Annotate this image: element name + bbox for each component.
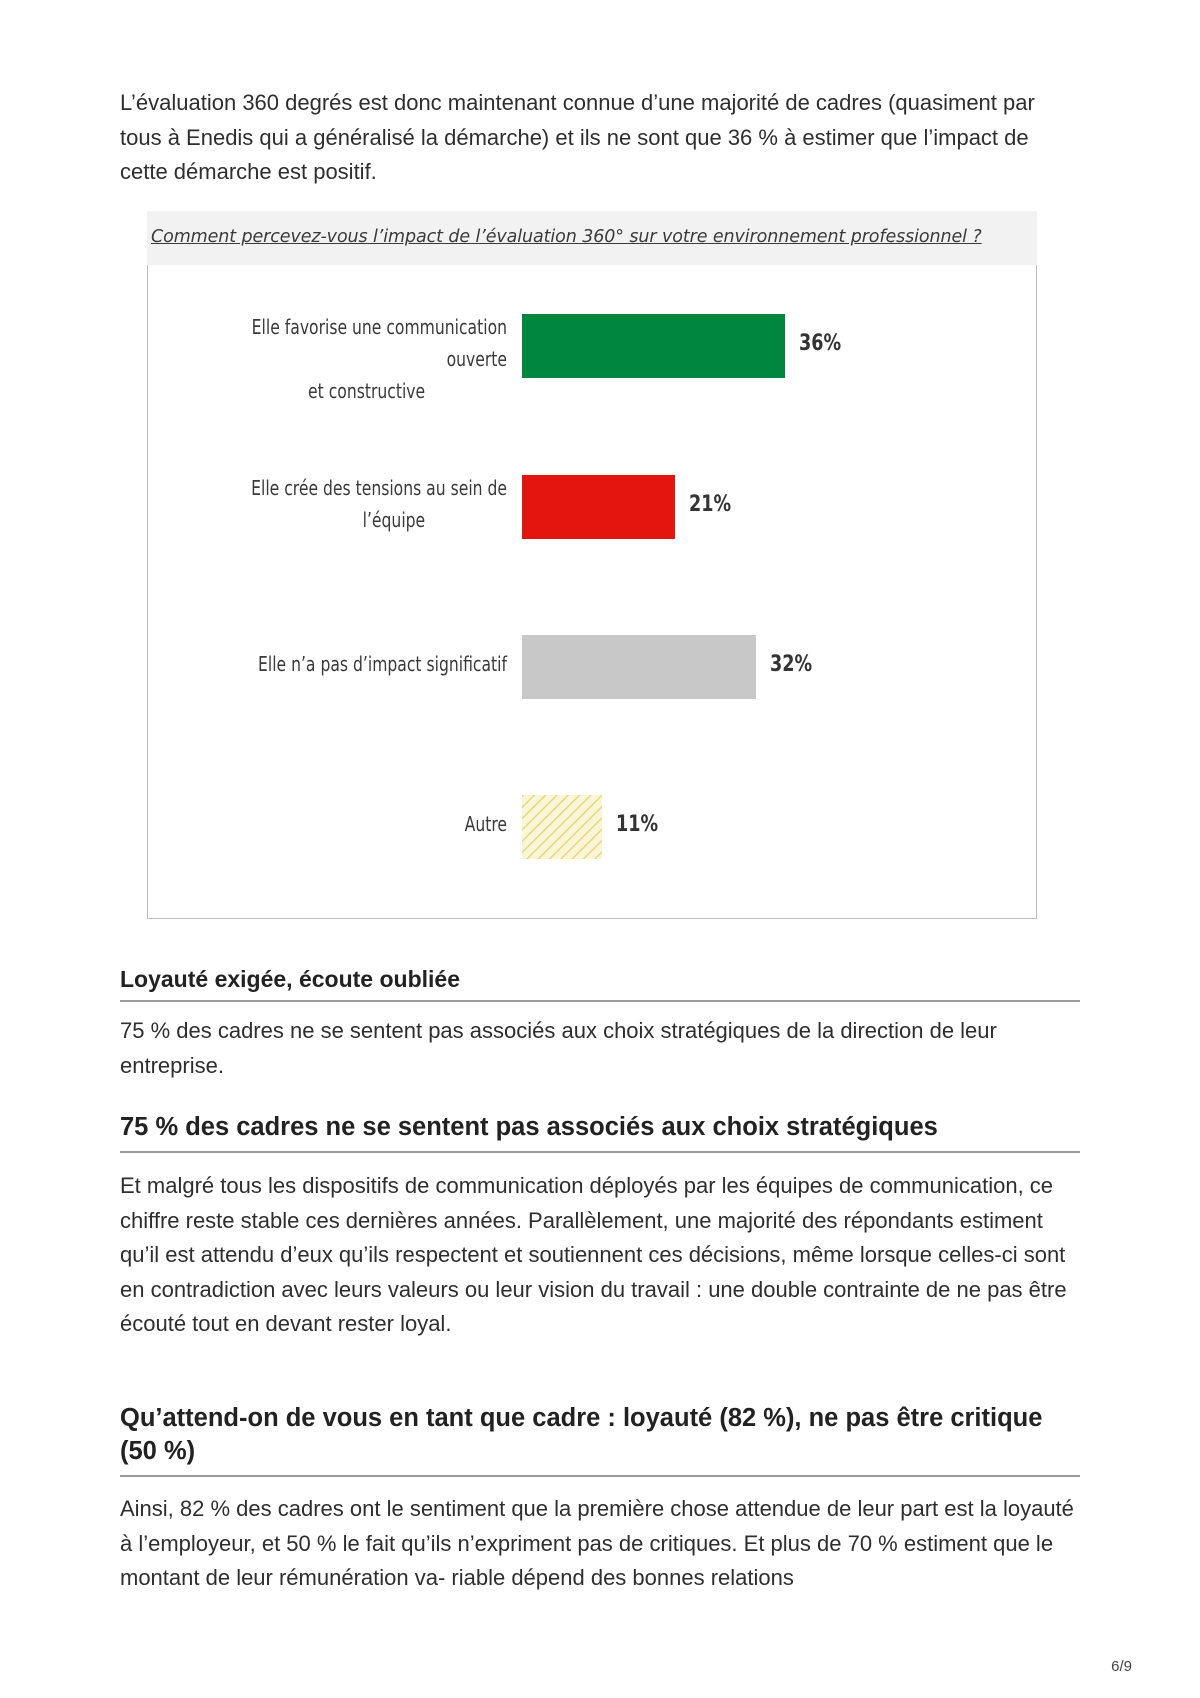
bar-autre [522, 795, 602, 859]
category-label-line: et constructive [308, 379, 426, 403]
impact-bar-chart [147, 211, 1037, 919]
section-heading-attentes: Qu’attend-on de vous en tant que cadre : loyauté (82 %), ne pas être critique (50 %) [120, 1402, 1080, 1477]
bar-communication [522, 314, 785, 378]
value-label-no-impact: 32% [769, 652, 812, 677]
category-label-communication [226, 311, 507, 407]
category-label-line: Autre [464, 812, 507, 836]
page-number: 6/9 [1111, 1658, 1132, 1675]
section-paragraph-choix-strategiques: Et malgré tous les dispositifs de communication déployés par les équipes de communication, ce chiffre reste stable ces dernières années. Parallèlement, une majorité des répondants estiment qu’il est attendu d’eux qu’ils respectent et soutiennent ces décisions, même lorsque celles-ci sont en contradiction avec leurs valeurs ou leur vision du travail : une double contrainte de ne pas être écouté tout en devant rester loyal. [120, 1173, 1067, 1336]
category-label-line: l’équipe [362, 508, 426, 532]
chart-title: Comment percevez-vous l’impact de l’évaluation 360° sur votre environnement professionnel ? [151, 227, 982, 247]
value-label-tensions: 21% [689, 492, 732, 517]
category-label-line: Elle n’a pas d’impact significatif [258, 652, 507, 676]
bar-tensions [522, 475, 675, 539]
section-heading-choix-strategiques: 75 % des cadres ne se sentent pas associés aux choix stratégiques [120, 1111, 1080, 1153]
value-label-autre: 11% [616, 812, 659, 837]
section-paragraph-attentes: Ainsi, 82 % des cadres ont le sentiment que la première chose attendue de leur part est la loyauté à l’employeur, et 50 % le fait qu’ils n’expriment pas de critiques. Et plus de 70 % estiment que le montant de leur rémunération va- riable dépend des bonnes relations [120, 1496, 1074, 1590]
bar-no-impact [522, 635, 756, 699]
category-label-no-impact [226, 648, 507, 680]
intro-paragraph: L’évaluation 360 degrés est donc maintenant connue d’une majorité de cadres (quasiment par tous à Enedis qui a généralisé la démarche) et ils ne sont que 36 % à estimer que l’impact de cette démarche est positif. [120, 90, 1035, 184]
category-label-autre [226, 808, 507, 840]
category-label-tensions [226, 472, 507, 536]
value-label-communication: 36% [798, 331, 841, 356]
section-heading-loyaute: Loyauté exigée, écoute oubliée [120, 964, 1080, 1002]
chart-title-band [147, 211, 1037, 265]
category-label-line: Elle crée des tensions au sein de [251, 476, 507, 500]
section-paragraph-loyaute: 75 % des cadres ne se sentent pas associés aux choix stratégiques de la direction de leur entreprise. [120, 1018, 997, 1078]
category-label-line: Elle favorise une communication ouverte [251, 315, 507, 371]
